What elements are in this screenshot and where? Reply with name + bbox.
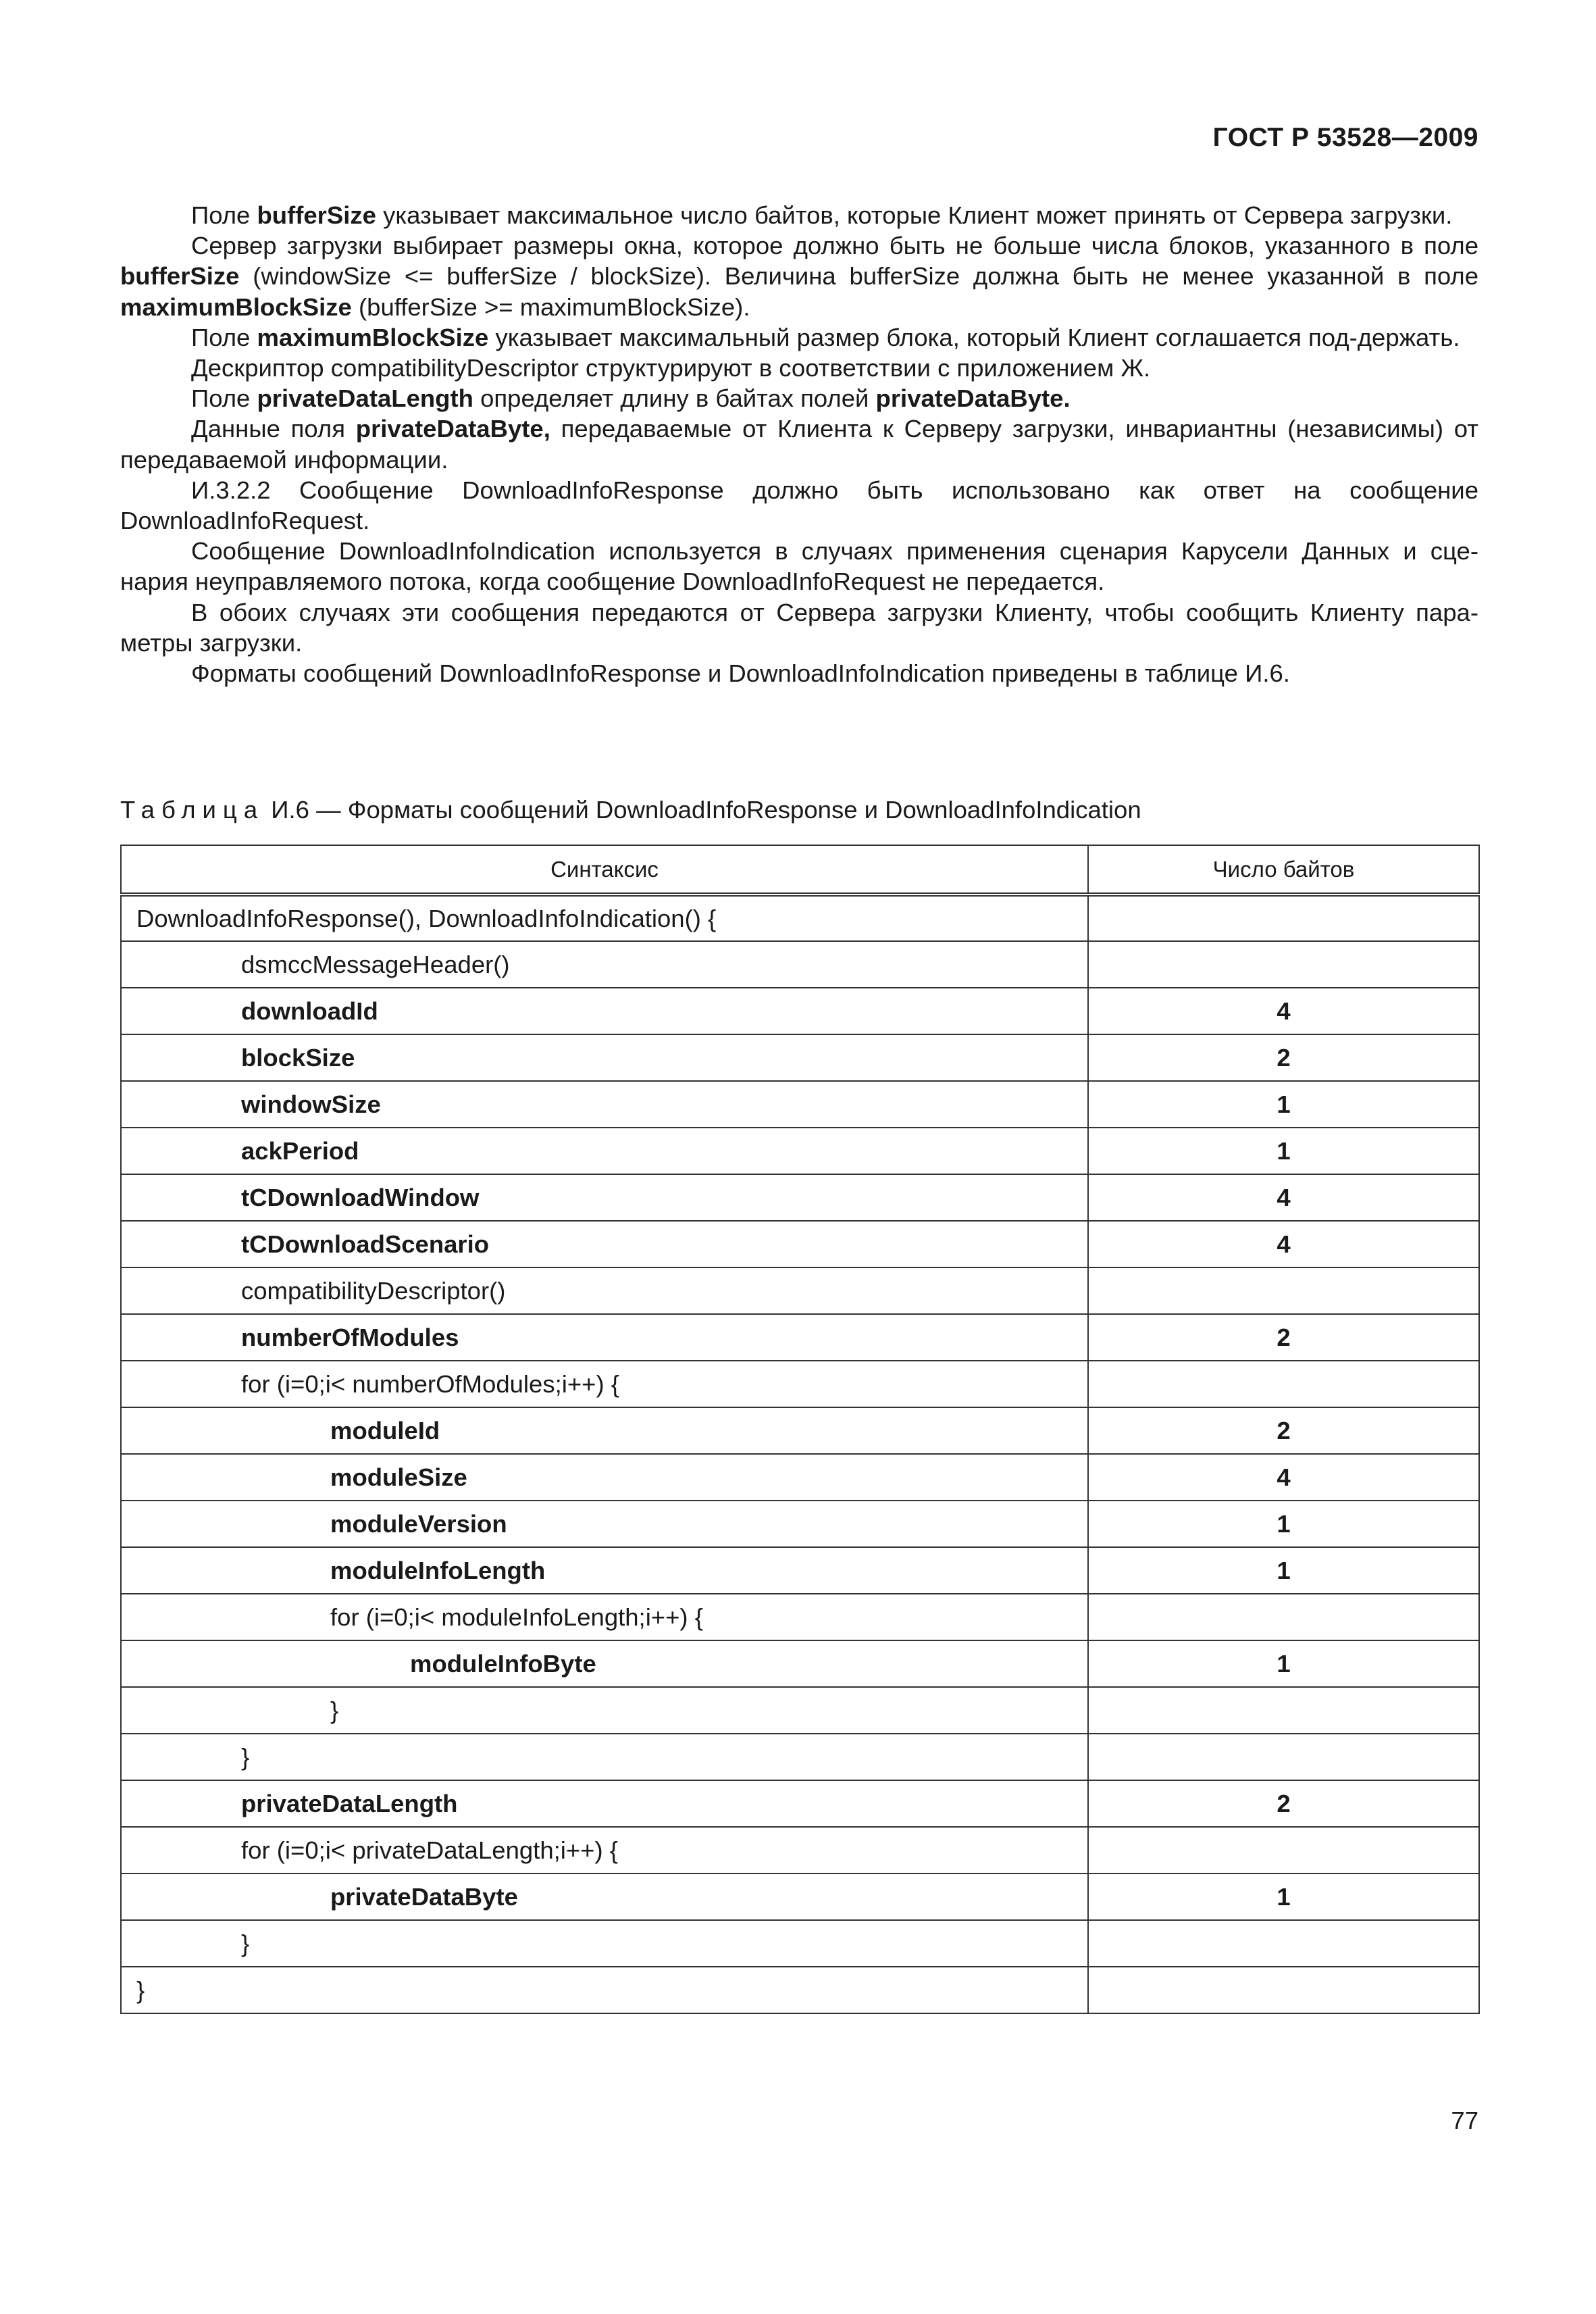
- paragraph: [120, 597, 1478, 658]
- paragraph: [120, 322, 1478, 353]
- bytes-cell: [1088, 1967, 1479, 2013]
- table-row: [121, 988, 1479, 1034]
- bytes-cell: 4: [1088, 1174, 1479, 1221]
- paragraph-text: Поле: [191, 201, 257, 229]
- body-text: [120, 200, 1478, 688]
- table-row: [121, 1361, 1479, 1407]
- field-name: privateDataByte.: [875, 384, 1071, 413]
- field-name: privateDataByte,: [355, 415, 550, 443]
- paragraph-text: Сервер загрузки выбирает размеры окна, которое должно быть не больше числа блоков, указанного в поле: [191, 232, 1478, 260]
- syntax-cell: windowSize: [121, 1081, 1088, 1128]
- syntax-cell: compatibilityDescriptor(): [121, 1267, 1088, 1314]
- table-row: [121, 1920, 1479, 1967]
- syntax-cell: }: [121, 1687, 1088, 1734]
- bytes-cell: 4: [1088, 1221, 1479, 1267]
- syntax-cell: privateDataByte: [121, 1873, 1088, 1920]
- bytes-cell: [1088, 1594, 1479, 1640]
- format-table: [120, 845, 1480, 2014]
- bytes-cell: [1088, 1361, 1479, 1407]
- field-name: bufferSize: [120, 262, 240, 291]
- bytes-cell: 4: [1088, 988, 1479, 1034]
- syntax-cell: moduleInfoByte: [121, 1640, 1088, 1687]
- header-bytes: Число байтов: [1088, 845, 1479, 895]
- paragraph-text: определяет длину в байтах полей: [473, 384, 876, 413]
- table-caption: [120, 795, 1141, 825]
- syntax-cell: tCDownloadWindow: [121, 1174, 1088, 1221]
- syntax-cell: numberOfModules: [121, 1314, 1088, 1361]
- syntax-cell: dsmccMessageHeader(): [121, 941, 1088, 988]
- syntax-cell: blockSize: [121, 1034, 1088, 1081]
- bytes-cell: 1: [1088, 1501, 1479, 1547]
- paragraph-text: указывает максимальный размер блока, который Клиент соглашается под-держать.: [488, 323, 1460, 351]
- bytes-cell: 4: [1088, 1454, 1479, 1501]
- syntax-cell: privateDataLength: [121, 1780, 1088, 1827]
- bytes-cell: [1088, 1687, 1479, 1734]
- paragraph-text: передаваемые от Клиента к Серверу загрузки, инвариантны (независимы) от передаваемой информации.: [120, 415, 1478, 474]
- table-row: [121, 1547, 1479, 1594]
- table-row: [121, 1081, 1479, 1128]
- paragraph: [120, 658, 1478, 688]
- paragraph-text: Поле: [191, 384, 257, 413]
- table-row: [121, 1128, 1479, 1174]
- table-row: [121, 1267, 1479, 1314]
- syntax-cell: tCDownloadScenario: [121, 1221, 1088, 1267]
- paragraph: [120, 536, 1478, 597]
- paragraph-text: (bufferSize >= maximumBlockSize).: [351, 293, 750, 321]
- bytes-cell: [1088, 1827, 1479, 1873]
- bytes-cell: 1: [1088, 1640, 1479, 1687]
- table-row: [121, 1967, 1479, 2013]
- syntax-cell: moduleId: [121, 1407, 1088, 1454]
- syntax-cell: }: [121, 1920, 1088, 1967]
- bytes-cell: [1088, 1920, 1479, 1967]
- field-name: bufferSize: [257, 201, 376, 229]
- bytes-cell: [1088, 1267, 1479, 1314]
- paragraph: [120, 200, 1478, 230]
- paragraph-text: В обоих случаях эти сообщения передаются от Сервера загрузки Клиенту, чтобы сообщить Клиенту пара-метры загрузки.: [120, 598, 1478, 657]
- paragraph-text: Дескриптор compatibilityDescriptor структурируют в соответствии с приложением Ж.: [191, 354, 1151, 382]
- field-name: maximumBlockSize: [257, 323, 489, 351]
- table-row: [121, 1687, 1479, 1734]
- field-name: maximumBlockSize: [120, 293, 352, 321]
- bytes-cell: 1: [1088, 1873, 1479, 1920]
- standard-designation: ГОСТ Р 53528—2009: [1212, 123, 1478, 152]
- paragraph: [120, 383, 1478, 413]
- bytes-cell: [1088, 1734, 1479, 1780]
- table-header-row: [121, 845, 1479, 895]
- bytes-cell: 1: [1088, 1547, 1479, 1594]
- paragraph-text: Форматы сообщений DownloadInfoResponse и DownloadInfoIndication приведены в таблице И.6.: [191, 659, 1290, 688]
- paragraph-text: Данные поля: [191, 415, 356, 443]
- header-syntax: Синтаксис: [121, 845, 1088, 895]
- syntax-cell: }: [121, 1967, 1088, 2013]
- paragraph-text: (windowSize <= bufferSize / blockSize). Величина bufferSize должна быть не менее указанной в поле: [239, 262, 1478, 291]
- bytes-cell: 2: [1088, 1314, 1479, 1361]
- page-number: 77: [1451, 2107, 1478, 2134]
- syntax-cell: DownloadInfoResponse(), DownloadInfoIndication() {: [121, 895, 1088, 941]
- table-row: [121, 1501, 1479, 1547]
- table-row: [121, 1780, 1479, 1827]
- paragraph: [120, 230, 1478, 322]
- paragraph-text: указывает максимальное число байтов, которые Клиент может принять от Сервера загрузки.: [376, 201, 1453, 229]
- table-row: [121, 895, 1479, 941]
- syntax-cell: for (i=0;i< moduleInfoLength;i++) {: [121, 1594, 1088, 1640]
- bytes-cell: 1: [1088, 1081, 1479, 1128]
- syntax-cell: ackPeriod: [121, 1128, 1088, 1174]
- table-row: [121, 1594, 1479, 1640]
- table-row: [121, 1034, 1479, 1081]
- table-caption-title: И.6 — Форматы сообщений DownloadInfoResponse и DownloadInfoIndication: [271, 796, 1141, 824]
- paragraph-text: Поле: [191, 323, 257, 351]
- syntax-cell: moduleInfoLength: [121, 1547, 1088, 1594]
- paragraph: [120, 413, 1478, 474]
- syntax-cell: for (i=0;i< privateDataLength;i++) {: [121, 1827, 1088, 1873]
- bytes-cell: [1088, 895, 1479, 941]
- field-name: privateDataLength: [257, 384, 473, 413]
- paragraph-text: И.3.2.2 Сообщение DownloadInfoResponse должно быть использовано как ответ на сообщение DownloadInfoRequest.: [120, 476, 1478, 535]
- table-row: [121, 1734, 1479, 1780]
- paragraph: [120, 475, 1478, 536]
- bytes-cell: [1088, 941, 1479, 988]
- syntax-cell: for (i=0;i< numberOfModules;i++) {: [121, 1361, 1088, 1407]
- table-row: [121, 1827, 1479, 1873]
- syntax-cell: }: [121, 1734, 1088, 1780]
- syntax-cell: moduleVersion: [121, 1501, 1088, 1547]
- table-row: [121, 941, 1479, 988]
- paragraph-text: Сообщение DownloadInfoIndication используется в случаях применения сценария Карусели Данных и сце-нария неуправляемого потока, когда сообщение DownloadInfoRequest не передается.: [120, 537, 1478, 596]
- table-row: [121, 1640, 1479, 1687]
- table-caption-prefix: Таблица: [120, 796, 265, 824]
- table-row: [121, 1407, 1479, 1454]
- syntax-cell: moduleSize: [121, 1454, 1088, 1501]
- bytes-cell: 2: [1088, 1780, 1479, 1827]
- bytes-cell: 1: [1088, 1128, 1479, 1174]
- bytes-cell: 2: [1088, 1407, 1479, 1454]
- table-row: [121, 1454, 1479, 1501]
- table-row: [121, 1314, 1479, 1361]
- bytes-cell: 2: [1088, 1034, 1479, 1081]
- table-row: [121, 1221, 1479, 1267]
- paragraph: [120, 353, 1478, 383]
- table-row: [121, 1873, 1479, 1920]
- syntax-cell: downloadId: [121, 988, 1088, 1034]
- table-row: [121, 1174, 1479, 1221]
